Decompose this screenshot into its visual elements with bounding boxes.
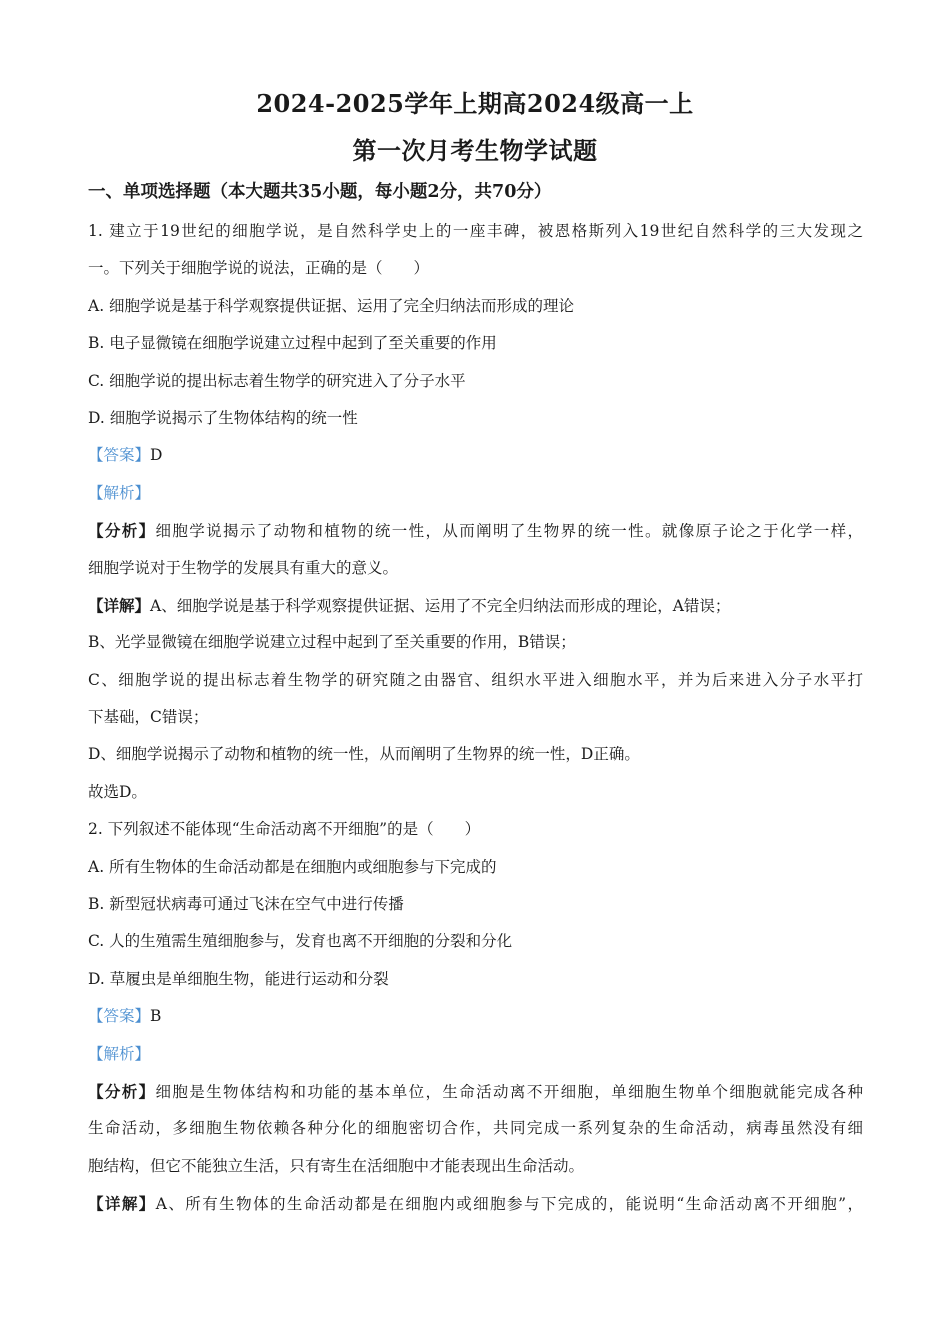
- q1-option-c: C. 细胞学说的提出标志着生物学的研究进入了分子水平: [88, 371, 466, 390]
- q2-stem: 2. 下列叙述不能体现“生命活动离不开细胞”的是（ ）: [88, 820, 481, 839]
- q2-option-b: B. 新型冠状病毒可通过飞沫在空气中进行传播: [88, 895, 404, 914]
- q2-answer-label: 【答案】: [88, 1007, 151, 1026]
- q1-fenxi-text1: 细胞学说揭示了动物和植物的统一性，从而阐明了生物界的统一性。就像原子论之于化学一样，: [155, 522, 863, 541]
- q2-fenxi-line1: [88, 1073, 863, 1110]
- q1-option-d: D. 细胞学说揭示了生物体结构的统一性: [88, 408, 358, 427]
- q1-fenxi-line1: [88, 512, 863, 549]
- q1-detail-c-line2: 下基础，C错误；: [88, 708, 209, 727]
- q2-detail-a-row: [88, 1185, 863, 1222]
- q2-fenxi-line3: 胞结构，但它不能独立生活，只有寄生在活细胞中才能表现出生命活动。: [88, 1156, 585, 1175]
- q1-detail-c-line1: C、细胞学说的提出标志着生物学的研究随之由器官、组织水平进入细胞水平，并为后来进入分子水平打: [88, 670, 863, 689]
- exam-title-line1: 2024-2025学年上期高2024级高一上: [256, 89, 694, 118]
- q1-detail-d: D、细胞学说揭示了动物和植物的统一性，从而阐明了生物界的统一性，D正确。: [88, 745, 640, 764]
- q1-detail-a: A、细胞学说是基于科学观察提供证据、运用了不完全归纳法而形成的理论，A错误；: [150, 596, 731, 615]
- q1-detail-b: B、光学显微镜在细胞学说建立过程中起到了至关重要的作用，B错误；: [88, 633, 576, 652]
- q2-answer-row: [88, 998, 863, 1035]
- q1-stem-line1: 1. 建立于19世纪的细胞学说，是自然科学史上的一座丰碑，被恩格斯列入19世纪自然科学的三大发现之: [88, 222, 863, 240]
- q2-fenxi-text1: 细胞是生物体结构和功能的基本单位，生命活动离不开细胞，单细胞生物单个细胞就能完成各种: [155, 1082, 863, 1101]
- q2-fenxi-line2: 生命活动，多细胞生物依赖各种分化的细胞密切合作，共同完成一系列复杂的生命活动，病毒虽然没有细: [88, 1119, 863, 1138]
- q2-xiangjie-label: 【详解】: [88, 1194, 156, 1214]
- q2-detail-a: A、所有生物体的生命活动都是在细胞内或细胞参与下完成的，能说明“生命活动离不开细胞”，: [155, 1195, 863, 1214]
- q2-analysis-row: [88, 1036, 863, 1073]
- q2-analysis-label: 【解析】: [88, 1044, 151, 1063]
- q2-option-d: D. 草履虫是单细胞生物，能进行运动和分裂: [88, 969, 389, 988]
- exam-title-line2: 第一次月考生物学试题: [352, 136, 598, 165]
- section-heading: 一、单项选择题（本大题共35小题，每小题2分，共70分）: [88, 182, 552, 202]
- q1-answer-row: [88, 437, 863, 474]
- q2-fenxi-label: 【分析】: [88, 1081, 156, 1101]
- q1-conclusion: 故选D。: [88, 782, 147, 801]
- q2-option-a: A. 所有生物体的生命活动都是在细胞内或细胞参与下完成的: [88, 857, 497, 876]
- q1-fenxi-label: 【分析】: [88, 521, 156, 541]
- q1-answer-label: 【答案】: [88, 446, 151, 465]
- question-content: [88, 213, 863, 1223]
- q1-xiangjie-label: 【详解】: [88, 595, 151, 615]
- q1-answer-value: D: [150, 446, 163, 465]
- q2-option-c: C. 人的生殖需生殖细胞参与，发育也离不开细胞的分裂和分化: [88, 932, 513, 951]
- q1-fenxi-line2: 细胞学说对于生物学的发展具有重大的意义。: [88, 558, 399, 577]
- q1-analysis-row: [88, 475, 863, 512]
- q1-option-a: A. 细胞学说是基于科学观察提供证据、运用了完全归纳法而形成的理论: [88, 296, 575, 315]
- q1-stem-line2: 一。下列关于细胞学说的说法，正确的是（ ）: [88, 259, 430, 278]
- q1-option-b: B. 电子显微镜在细胞学说建立过程中起到了至关重要的作用: [88, 334, 497, 353]
- q2-answer-value: B: [150, 1007, 162, 1026]
- q1-analysis-label: 【解析】: [88, 483, 151, 502]
- q1-detail-a-row: [88, 587, 863, 624]
